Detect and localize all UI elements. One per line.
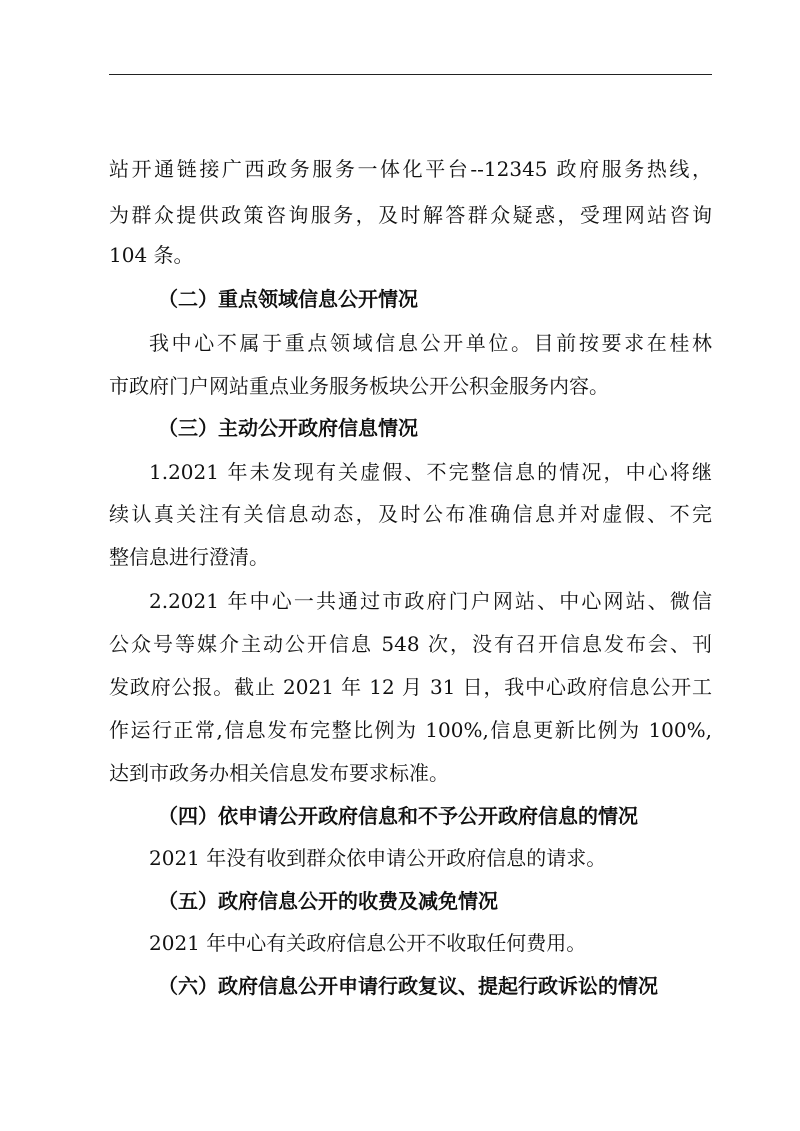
section-heading-3: （三）主动公开政府信息情况 (158, 416, 418, 440)
paragraph-line: 作运行正常,信息发布完整比例为 100%,信息更新比例为 100%, (109, 718, 712, 742)
paragraph-line: 2.2021 年中心一共通过市政府门户网站、中心网站、微信 (149, 589, 712, 613)
paragraph-line: 104 条。 (109, 243, 194, 267)
section-heading-5: （五）政府信息公开的收费及减免情况 (158, 889, 498, 913)
paragraph-line: 1.2021 年未发现有关虚假、不完整信息的情况，中心将继 (149, 460, 712, 484)
paragraph-line: 达到市政务办相关信息发布要求标准。 (109, 761, 449, 785)
paragraph-line: 公众号等媒介主动公开信息 548 次，没有召开信息发布会、刊 (109, 632, 712, 656)
paragraph-line: 2021 年中心有关政府信息公开不收取任何费用。 (149, 931, 587, 955)
section-heading-4: （四）依申请公开政府信息和不予公开政府信息的情况 (158, 804, 638, 828)
paragraph-line: 续认真关注有关信息动态，及时公布准确信息并对虚假、不完 (109, 502, 712, 526)
paragraph-line: 发政府公报。截止 2021 年 12 月 31 日，我中心政府信息公开工 (109, 675, 712, 699)
paragraph-line: 站开通链接广西政务服务一体化平台--12345 政府服务热线， (109, 157, 712, 181)
paragraph-line: 我中心不属于重点领域信息公开单位。目前按要求在桂林 (149, 331, 712, 355)
section-heading-2: （二）重点领域信息公开情况 (158, 287, 418, 311)
paragraph-line: 市政府门户网站重点业务服务板块公开公积金服务内容。 (109, 374, 609, 398)
paragraph-line: 为群众提供政策咨询服务，及时解答群众疑惑，受理网站咨询 (109, 203, 712, 227)
section-heading-6: （六）政府信息公开申请行政复议、提起行政诉讼的情况 (158, 974, 658, 998)
paragraph-line: 2021 年没有收到群众依申请公开政府信息的请求。 (149, 846, 607, 870)
paragraph-line: 整信息进行澄清。 (109, 545, 269, 569)
header-rule (109, 74, 712, 75)
